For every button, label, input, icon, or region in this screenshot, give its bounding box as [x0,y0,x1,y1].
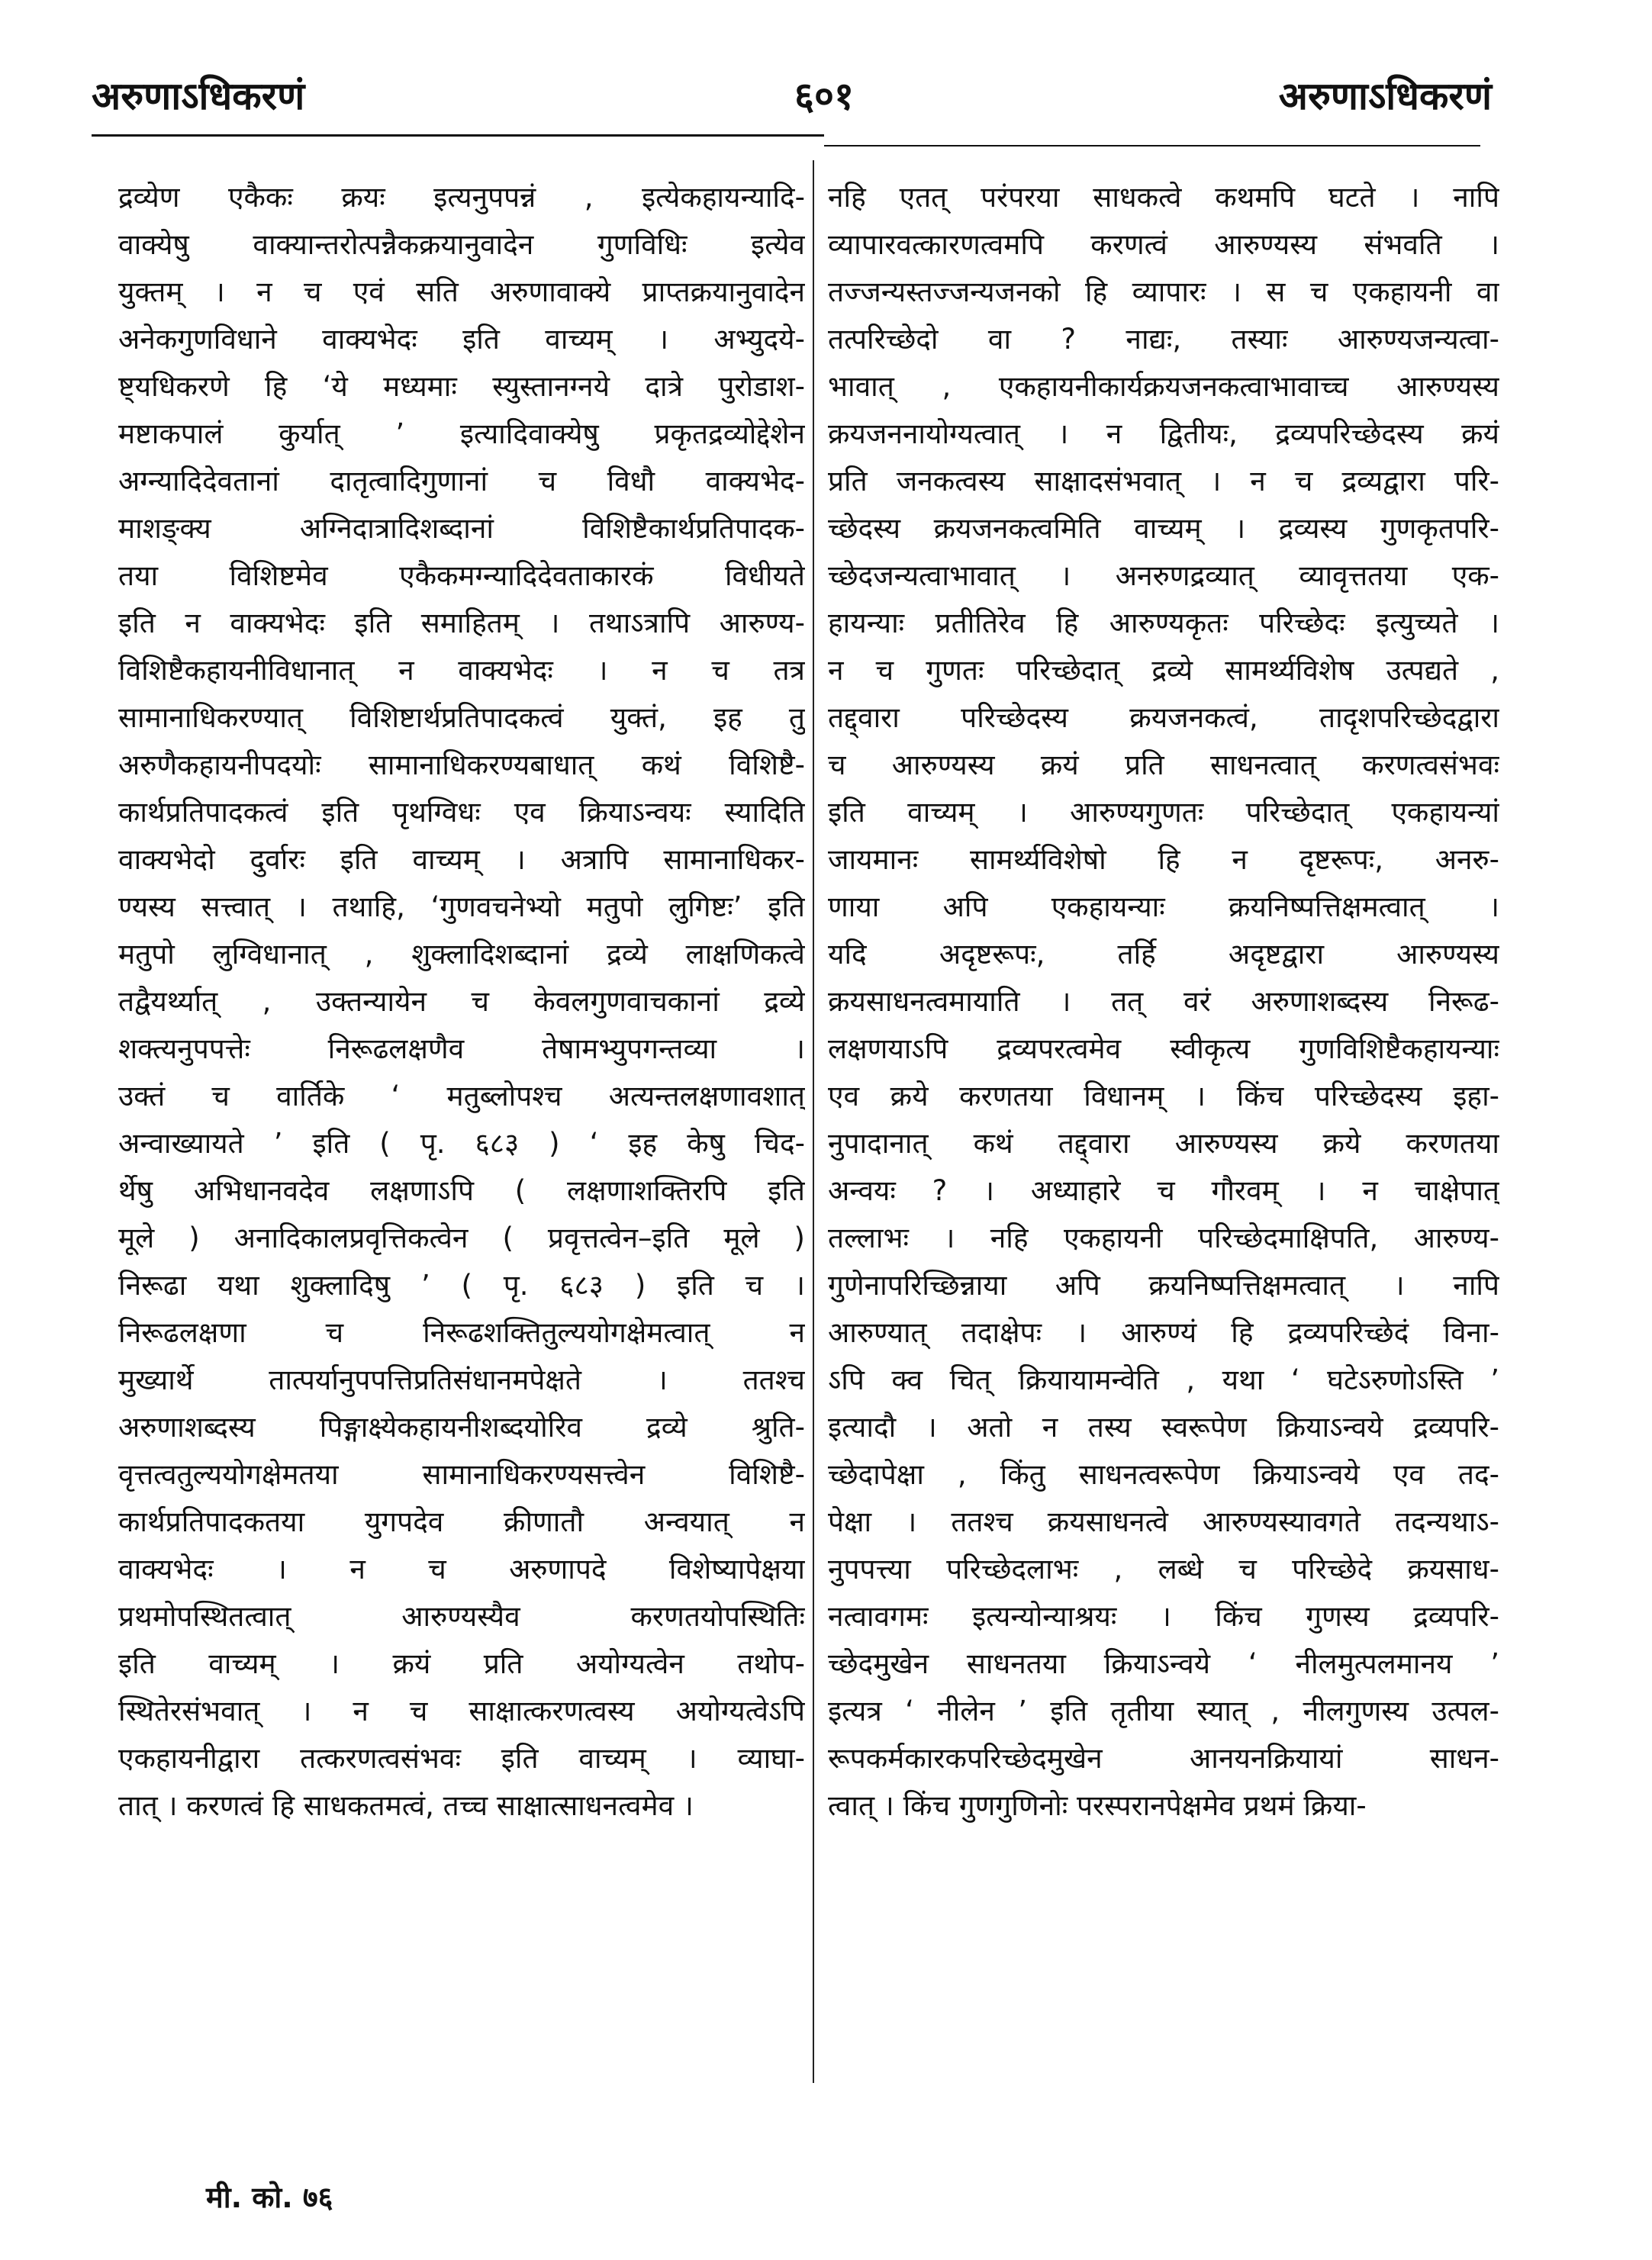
text-line: नत्वावगमः इत्यन्योन्याश्रयः । किंच गुणस्य द्रव्यपरि- [828,1600,1499,1633]
text-line: च्छेदस्य क्रयजनकत्वमिति वाच्यम् । द्रव्यस्य गुणकृतपरि- [828,512,1499,545]
text-line: ऽपि क्व चित् क्रियायामन्वेति , यथा ‘ घटेऽरुणोऽस्ति ’ [828,1363,1499,1396]
text-line: कार्थप्रतिपादकत्वं इति पृथग्विधः एव क्रियाऽन्वयः स्यादिति [118,796,805,829]
text-line: रूपकर्मकारकपरिच्छेदमुखेन आनयनक्रियायां साधन- [828,1742,1499,1775]
text-line: यदि अदृष्टरूपः, तर्हि अदृष्टद्वारा आरुण्यस्य [828,938,1499,971]
text-line: इति न वाक्यभेदः इति समाहितम् । तथाऽत्रापि आरुण्य- [118,607,805,639]
text-line: तद्वैयर्थ्यात् , उक्तन्यायेन च केवलगुणवाचकानां द्रव्ये [118,985,805,1018]
text-line: हायन्याः प्रतीतिरेव हि आरुण्यकृतः परिच्छेदः इत्युच्यते । [828,607,1499,639]
text-line: न च गुणतः परिच्छेदात् द्रव्ये सामर्थ्यविशेष उत्पद्यते , [828,654,1499,687]
text-line: लक्षणयाऽपि द्रव्यपरत्वमेव स्वीकृत्य गुणविशिष्टैकहायन्याः [828,1032,1499,1065]
text-line: त्वात् । किंच गुणगुणिनोः परस्परानपेक्षमेव प्रथमं क्रिया- [828,1789,1367,1822]
text-line: एव क्रये करणतया विधानम् । किंच परिच्छेदस्य इहा- [828,1080,1499,1112]
text-line: च्छेदमुखेन साधनतया क्रियाऽन्वये ‘ नीलमुत्पलमानय ’ [828,1647,1499,1680]
text-line: भावात् , एकहायनीकार्यक्रयजनकत्वाभावाच्च आरुण्यस्य [828,370,1499,403]
column-divider [813,160,814,2083]
text-line: निरूढलक्षणा च निरूढशक्तितुल्ययोगक्षेमत्वात् न [118,1316,805,1349]
text-line: क्रयसाधनत्वमायाति । तत् वरं अरुणाशब्दस्य निरूढ- [828,985,1499,1018]
text-line: नहि एतत् परंपरया साधकत्वे कथमपि घटते । नापि [828,181,1499,214]
text-line: गुणेनापरिच्छिन्नाया अपि क्रयनिष्पत्तिक्षमत्वात् । नापि [828,1269,1499,1302]
text-line: अरुणाशब्दस्य पिङ्गाक्ष्येकहायनीशब्दयोरिव द्रव्ये श्रुति- [118,1411,805,1444]
running-title-left: अरुणाऽधिकरणं [92,74,305,118]
text-line: पेक्षा । ततश्च क्रयसाधनत्वे आरुण्यस्यावगते तदन्यथाऽ- [828,1505,1499,1538]
header-rule-right [824,145,1480,146]
text-line: द्रव्येण एकैकः क्रयः इत्यनुपपन्नं , इत्येकहायन्यादि- [118,181,805,214]
text-line: तात् । करणत्वं हि साधकतमत्वं, तच्च साक्षात्साधनत्वमेव । [118,1789,694,1822]
text-line: मुख्यार्थे तात्पर्यानुपपत्तिप्रतिसंधानमपेक्षते । ततश्च [118,1363,805,1396]
text-line: निरूढा यथा शुक्लादिषु ’ ( पृ. ६८३ ) इति च । [118,1269,805,1302]
text-line: मतुपो लुग्विधानात् , शुक्लादिशब्दानां द्रव्ये लाक्षणिकत्वे [118,938,805,971]
text-line: र्थेषु अभिधानवदेव लक्षणाऽपि ( लक्षणाशक्तिरपि इति [118,1174,805,1207]
text-line: तल्लाभः । नहि एकहायनी परिच्छेदमाक्षिपति, आरुण्य- [828,1222,1499,1254]
text-line: च्छेदापेक्षा , किंतु साधनत्वरूपेण क्रियाऽन्वये एव तद- [828,1458,1499,1491]
text-line: मष्टाकपालं कुर्यात् ’ इत्यादिवाक्येषु प्रकृतद्रव्योद्देशेन [118,417,805,450]
header-rule-left [92,134,824,137]
text-line: क्रयजननायोग्यत्वात् । न द्वितीयः, द्रव्यपरिच्छेदस्य क्रयं [828,417,1499,450]
text-line: अन्वयः ? । अध्याहारे च गौरवम् । न चाक्षेपात् [828,1174,1499,1207]
text-line: उक्तं च वार्तिके ‘ मतुब्लोपश्च अत्यन्तलक्षणावशात् [118,1080,805,1112]
right-text-column [828,174,1499,1830]
text-line: अग्न्यादिदेवतानां दातृत्वादिगुणानां च विधौ वाक्यभेद- [118,465,805,497]
text-line: वाक्येषु वाक्यान्तरोत्पन्नैकक्रयानुवादेन गुणविधिः इत्येव [118,228,805,261]
text-line: मूले ) अनादिकालप्रवृत्तिकत्वेन ( प्रवृत्तत्वेन–इति मूले ) [118,1222,805,1254]
text-line: कार्थप्रतिपादकतया युगपदेव क्रीणातौ अन्वयात् न [118,1505,805,1538]
text-line: व्यापारवत्कारणत्वमपि करणत्वं आरुण्यस्य संभवति । [828,228,1499,261]
text-line: तया विशिष्टमेव एकैकमग्न्यादिदेवताकारकं विधीयते [118,559,805,592]
text-line: तज्जन्यस्तज्जन्यजनको हि व्यापारः । स च एकहायनी वा [828,275,1499,308]
text-line: च्छेदजन्यत्वाभावात् । अनरुणद्रव्यात् व्यावृत्ततया एक- [828,559,1499,592]
signature-mark: मी. को. ७६ [206,2181,333,2214]
text-line: इत्यत्र ‘ नीलेन ’ इति तृतीया स्यात् , नीलगुणस्य उत्पल- [828,1695,1499,1727]
text-line: नुपपत्त्या परिच्छेदलाभः , लब्धे च परिच्छेदे क्रयसाध- [828,1553,1499,1586]
text-line: इत्यादौ । अतो न तस्य स्वरूपेण क्रियाऽन्वये द्रव्यपरि- [828,1411,1499,1444]
text-line: प्रथमोपस्थितत्वात् आरुण्यस्यैव करणतयोपस्थितिः [118,1600,805,1633]
text-line: अरुणैकहायनीपदयोः सामानाधिकरण्यबाधात् कथं विशिष्टै- [118,749,805,781]
text-line: ण्यस्य सत्त्वात् । तथाहि, ‘गुणवचनेभ्यो मतुपो लुगिष्टः’ इति [118,890,805,923]
text-line: स्थितेरसंभवात् । न च साक्षात्करणत्वस्य अयोग्यत्वेऽपि [118,1695,805,1727]
text-line: अनेकगुणविधाने वाक्यभेदः इति वाच्यम् । अभ्युदये- [118,323,805,356]
text-line: इति वाच्यम् । आरुण्यगुणतः परिच्छेदात् एकहायन्यां [828,796,1499,829]
running-title-right: अरुणाऽधिकरणं [1278,74,1492,118]
text-line: अन्वाख्यायते ’ इति ( पृ. ६८३ ) ‘ इह केषु चिद- [118,1127,805,1160]
text-line: प्रति जनकत्वस्य साक्षादसंभवात् । न च द्रव्यद्वारा परि- [828,465,1499,497]
text-line: ष्ट्यधिकरणे हि ‘ये मध्यमाः स्युस्तानग्नये दात्रे पुरोडाश- [118,370,805,403]
text-line: आरुण्यात् तदाक्षेपः । आरुण्यं हि द्रव्यपरिच्छेदं विना- [828,1316,1499,1349]
page-number: ६०१ [794,74,854,118]
text-line: युक्तम् । न च एवं सति अरुणावाक्ये प्राप्तक्रयानुवादेन [118,275,805,308]
text-line: वाक्यभेदो दुर्वारः इति वाच्यम् । अत्रापि सामानाधिकर- [118,843,805,876]
text-line: जायमानः सामर्थ्यविशेषो हि न दृष्टरूपः, अनरु- [828,843,1499,876]
text-line: वृत्तत्वतुल्ययोगक्षेमतया सामानाधिकरण्यसत्त्वेन विशिष्टै- [118,1458,805,1491]
text-line: णाया अपि एकहायन्याः क्रयनिष्पत्तिक्षमत्वात् । [828,890,1499,923]
left-text-column [118,174,805,1830]
text-line: एकहायनीद्वारा तत्करणत्वसंभवः इति वाच्यम् । व्याघा- [118,1742,805,1775]
text-line: शक्त्यनुपपत्तेः निरूढलक्षणैव तेषामभ्युपगन्तव्या । [118,1032,805,1065]
text-line: इति वाच्यम् । क्रयं प्रति अयोग्यत्वेन तथोप- [118,1647,805,1680]
text-line: च आरुण्यस्य क्रयं प्रति साधनत्वात् करणत्वसंभवः [828,749,1499,781]
text-line: माशङ्क्य अग्निदात्रादिशब्दानां विशिष्टैकार्थप्रतिपादक- [118,512,805,545]
text-line: सामानाधिकरण्यात् विशिष्टार्थप्रतिपादकत्वं युक्तं, इह तु [118,701,805,734]
text-line: नुपादानात् कथं तद्द्वारा आरुण्यस्य क्रये करणतया [828,1127,1499,1160]
text-line: तत्परिच्छेदो वा ? नाद्यः, तस्याः आरुण्यजन्यत्वा- [828,323,1499,356]
text-line: तद्द्वारा परिच्छेदस्य क्रयजनकत्वं, तादृशपरिच्छेदद्वारा [828,701,1499,734]
text-line: विशिष्टैकहायनीविधानात् न वाक्यभेदः । न च तत्र [118,654,805,687]
text-line: वाक्यभेदः । न च अरुणापदे विशेष्यापेक्षया [118,1553,805,1586]
